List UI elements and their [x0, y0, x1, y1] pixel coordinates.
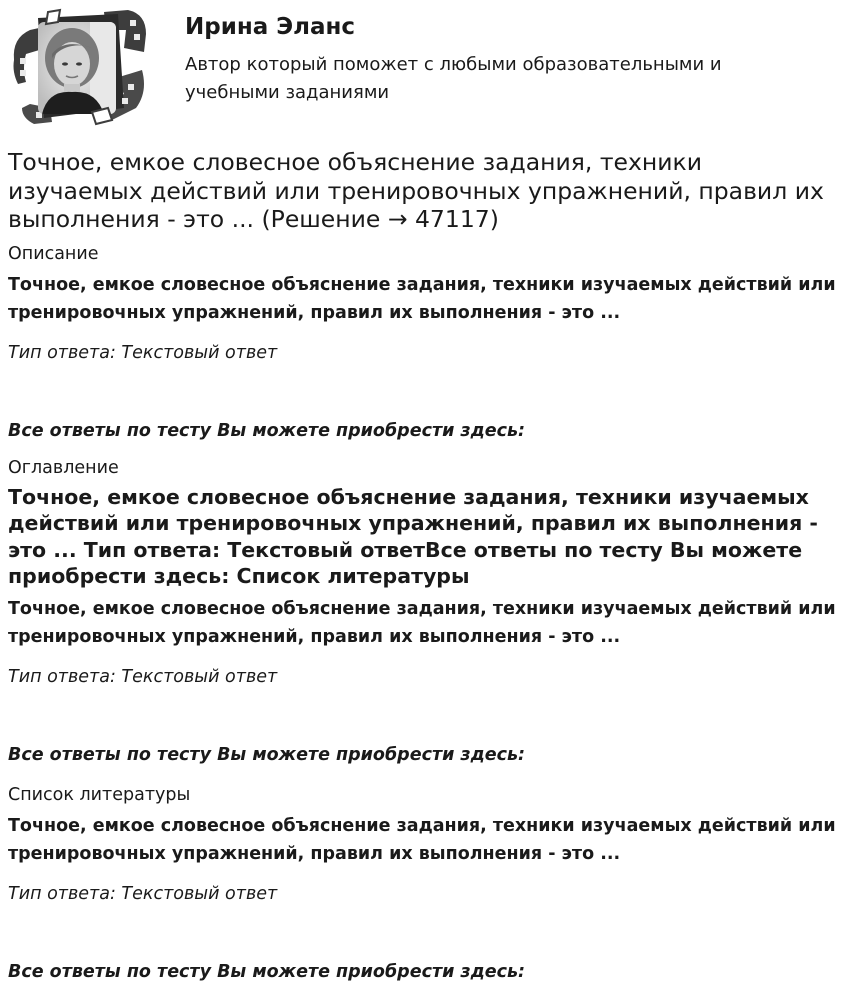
author-photo	[38, 22, 116, 114]
toc-buy-note: Все ответы по тесту Вы можете приобрести здесь:	[8, 744, 526, 765]
toc-answer-type: Тип ответа: Текстовый ответ	[8, 666, 278, 687]
description-label: Описание	[8, 243, 99, 264]
author-name[interactable]: Ирина Эланс	[185, 14, 356, 40]
description-answer-type: Тип ответа: Текстовый ответ	[8, 342, 278, 363]
references-lead: Точное, емкое словесное объяснение задания, техники изучаемых действий или тренировочных упражнений, правил их выполнения - это ...	[8, 815, 836, 864]
toc-heading: Точное, емкое словесное объяснение задания, техники изучаемых действий или тренировочных упражнений, правил их выполнения - это ... Тип ответа: Текстовый ответВсе ответы по тесту Вы можете приобрести здесь: Список литературы	[8, 484, 818, 588]
author-avatar[interactable]	[8, 8, 150, 126]
description-buy-note: Все ответы по тесту Вы можете приобрести здесь:	[8, 420, 526, 441]
author-card	[8, 8, 838, 128]
description-section	[8, 243, 838, 442]
description-lead: Точное, емкое словесное объяснение задания, техники изучаемых действий или тренировочных упражнений, правил их выполнения - это ...	[8, 274, 836, 323]
author-description: Автор который поможет с любыми образовательными и учебными заданиями	[185, 54, 722, 103]
references-section	[8, 784, 838, 983]
task-content	[8, 148, 838, 983]
toc-lead: Точное, емкое словесное объяснение задания, техники изучаемых действий или тренировочных упражнений, правил их выполнения - это ...	[8, 598, 836, 647]
references-answer-type: Тип ответа: Текстовый ответ	[8, 883, 278, 904]
page-title: Точное, емкое словесное объяснение задания, техники изучаемых действий или тренировочных упражнений, правил их выполнения - это ... (Решение → 47117)	[8, 148, 824, 233]
toc-section	[8, 457, 838, 766]
toc-label: Оглавление	[8, 457, 119, 478]
references-label: Список литературы	[8, 784, 191, 805]
references-buy-note: Все ответы по тесту Вы можете приобрести здесь:	[8, 961, 526, 982]
